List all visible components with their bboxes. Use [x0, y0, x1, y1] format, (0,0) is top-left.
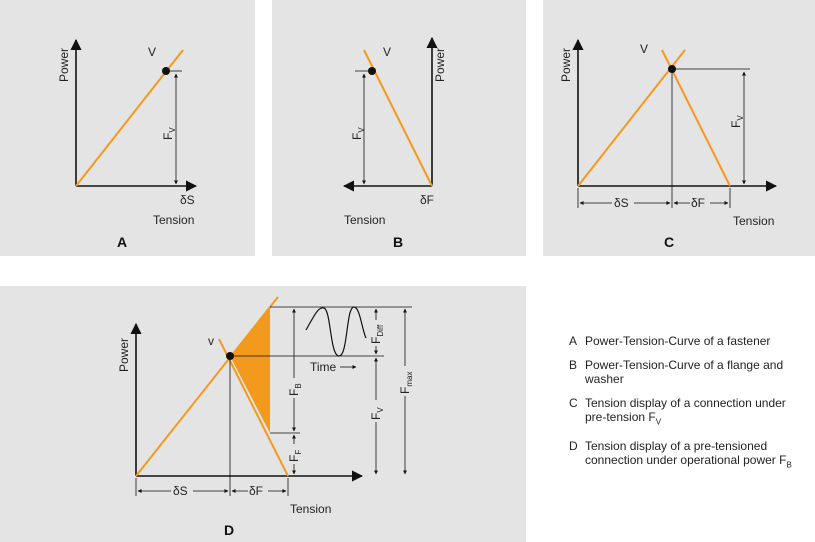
panel-d-fmax-label: $F_{max}$: [398, 371, 414, 394]
panel-d-wave: [306, 307, 366, 356]
panel-b-point-v: [368, 67, 376, 75]
legend-item-b: [569, 358, 809, 386]
panel-d-tension-label: Tension: [290, 502, 332, 516]
panel-d-fb-label: $F_B$: [287, 383, 303, 396]
panel-b-letter: B: [393, 234, 404, 250]
panel-d-fv-label: $F_V$: [369, 407, 385, 420]
panel-c-ds-label: δS: [614, 196, 629, 210]
legend-text-b: Power-Tension-Curve of a flange and washer: [585, 358, 784, 386]
legend-key-d: D: [569, 439, 578, 454]
panel-c-df-label: δF: [691, 196, 706, 210]
panel-b-v-label: V: [383, 45, 392, 59]
panel-d-letter: D: [224, 522, 235, 538]
panel-c-power-label: Power: [559, 47, 573, 82]
panel-a-power-label: Power: [57, 47, 71, 82]
panel-a-delta-label: δS: [180, 193, 195, 207]
panel-a: [57, 40, 196, 250]
panel-d-time-label: Time: [310, 360, 337, 374]
legend-text-c: Tension display of a connection under pre-tension F: [585, 396, 786, 424]
legend-key-a: A: [569, 334, 578, 348]
legend-text-d: Tension display of a pre-tensioned connection under operational power F: [585, 439, 787, 468]
panel-d-df-label: δF: [249, 484, 264, 498]
legend: [569, 334, 809, 483]
legend-sub-d: B: [786, 460, 792, 470]
panel-b: [344, 38, 447, 250]
panel-a-letter: A: [117, 234, 128, 250]
panel-a-v-label: V: [148, 45, 157, 59]
panel-b-delta-label: δF: [420, 193, 435, 207]
panel-c-fv-label: $F_V$: [729, 115, 745, 128]
panel-d-ds-label: δS: [173, 484, 188, 498]
legend-text-a: Power-Tension-Curve of a fastener: [585, 334, 771, 348]
legend-item-c: [569, 396, 809, 429]
panel-d: [117, 297, 414, 538]
legend-key-c: C: [569, 396, 578, 410]
panel-c-point-v: [668, 65, 676, 73]
panel-a-tension-label: Tension: [153, 213, 195, 227]
panel-c-v-label: V: [640, 42, 649, 56]
panel-d-operational-load-area: [230, 307, 270, 433]
legend-item-a: [569, 334, 809, 348]
panel-c-letter: C: [664, 234, 675, 250]
panel-a-point-v: [162, 67, 170, 75]
legend-sub-c: V: [655, 417, 662, 427]
panel-c: [559, 40, 776, 250]
panel-b-fv-label: $F_V$: [350, 127, 366, 140]
legend-item-d: [569, 439, 809, 472]
panel-d-v-label: v: [208, 334, 214, 348]
panel-b-power-label: Power: [433, 47, 447, 82]
panel-d-fdiff-label: $F_{Diff}$: [369, 324, 385, 344]
panel-a-fv-label: $F_V$: [161, 127, 177, 140]
panel-b-tension-label: Tension: [344, 213, 386, 227]
legend-text-c-wrap: [585, 396, 809, 429]
panel-d-power-label: Power: [117, 337, 131, 372]
legend-key-b: B: [569, 358, 578, 372]
panel-d-point-v: [226, 352, 234, 360]
panel-c-tension-label: Tension: [733, 214, 775, 228]
legend-text-d-wrap: [585, 439, 809, 472]
panel-d-ff-label: $F_F$: [287, 449, 303, 462]
